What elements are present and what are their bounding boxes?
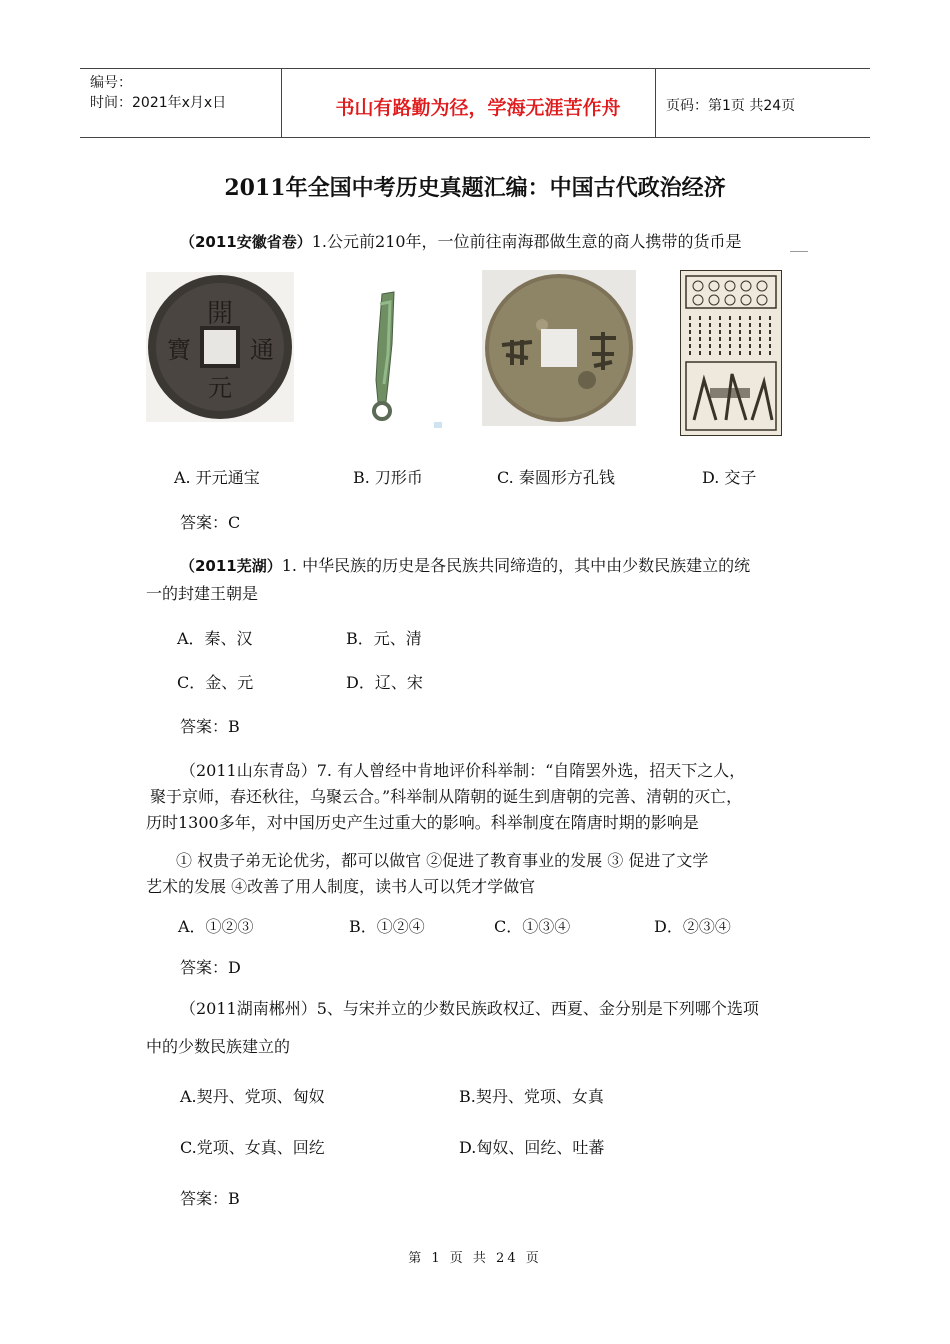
q3-answer: 答案：D xyxy=(180,958,241,977)
q4-stem-line2: 中的少数民族建立的 xyxy=(146,1037,291,1056)
q4-option-d: D.匈奴、回纥、吐蕃 xyxy=(459,1138,605,1157)
blank-underline xyxy=(790,251,808,252)
q2-source: （2011芜湖） xyxy=(180,557,282,575)
q1-option-c: C. 秦圆形方孔钱 xyxy=(497,468,615,487)
svg-text:元: 元 xyxy=(208,374,232,402)
q3-statements-line2: 艺术的发展 ④改善了用人制度，读书人可以凭才学做官 xyxy=(146,877,536,896)
q3-statements-line1: ① 权贵子弟无论优劣，都可以做官 ②促进了教育事业的发展 ③ 促进了文学 xyxy=(176,851,709,870)
qin-banliang-coin-image xyxy=(482,270,636,426)
q4-option-b: B.契丹、党项、女真 xyxy=(459,1087,604,1106)
knife-coin-image xyxy=(334,284,446,432)
q1-answer: 答案：C xyxy=(180,513,241,532)
svg-text:寶: 寶 xyxy=(167,336,191,364)
q2-stem-cont: 一的封建王朝是 xyxy=(146,584,259,603)
q2-option-c: C．金、元 xyxy=(177,673,254,692)
q2-option-b: B．元、清 xyxy=(346,629,422,648)
number-label: 编号： xyxy=(90,75,132,91)
header-motto: 书山有路勤为径，学海无涯苦作舟 xyxy=(335,97,621,119)
q1-source: （2011安徽省卷） xyxy=(180,233,312,251)
q1-option-b: B. 刀形币 xyxy=(353,468,423,487)
header-meta xyxy=(90,73,226,113)
svg-text:通: 通 xyxy=(250,336,274,364)
q3-option-c: C．①③④ xyxy=(494,917,571,936)
q1-option-d: D. 交子 xyxy=(702,468,757,487)
q4-option-a: A.契丹、党项、匈奴 xyxy=(180,1087,325,1106)
q1-option-a: A. 开元通宝 xyxy=(174,468,260,487)
q4-option-c: C.党项、女真、回纥 xyxy=(180,1138,325,1157)
header-page-info: 页码：第1页 共24页 xyxy=(666,98,796,114)
q3-stem-line3: 历时1300多年，对中国历史产生过重大的影响。科举制度在隋唐时期的影响是 xyxy=(146,813,699,832)
header-divider xyxy=(281,69,282,137)
q4-stem-line1: （2011湖南郴州）5、与宋并立的少数民族政权辽、西夏、金分别是下列哪个选项 xyxy=(180,999,759,1018)
svg-text:開: 開 xyxy=(206,299,234,329)
q1-stem xyxy=(180,229,742,255)
kaiyuan-coin-image xyxy=(146,272,294,422)
q2-stem xyxy=(180,553,750,579)
q1-text: 1.公元前210年，一位前往南海郡做生意的商人携带的货币是 xyxy=(311,232,742,251)
page-header xyxy=(80,68,870,138)
q2-text: 1. 中华民族的历史是各民族共同缔造的，其中由少数民族建立的统 xyxy=(281,556,751,575)
time-label: 时间：2021年x月x日 xyxy=(90,95,227,111)
q3-stem-line2: 聚于京师，春还秋往，乌聚云合。”科举制从隋朝的诞生到唐朝的完善、清朝的灭亡， xyxy=(150,787,743,806)
q2-answer: 答案：B xyxy=(180,717,240,736)
jiaozi-note-image xyxy=(680,270,782,436)
q3-stem-line1: （2011山东青岛）7. 有人曾经中肯地评价科举制：“自隋罢外选，招天下之人， xyxy=(180,761,746,780)
q3-option-d: D．②③④ xyxy=(654,917,731,936)
q2-option-d: D．辽、宋 xyxy=(346,673,423,692)
q3-option-b: B．①②④ xyxy=(349,917,425,936)
document-title: 2011年全国中考历史真题汇编：中国古代政治经济 xyxy=(224,175,726,201)
q4-answer: 答案：B xyxy=(180,1189,240,1208)
page-footer: 第 1 页 共 24 页 xyxy=(408,1251,542,1266)
q3-option-a: A．①②③ xyxy=(178,917,254,936)
q2-option-a: A．秦、汉 xyxy=(177,629,253,648)
